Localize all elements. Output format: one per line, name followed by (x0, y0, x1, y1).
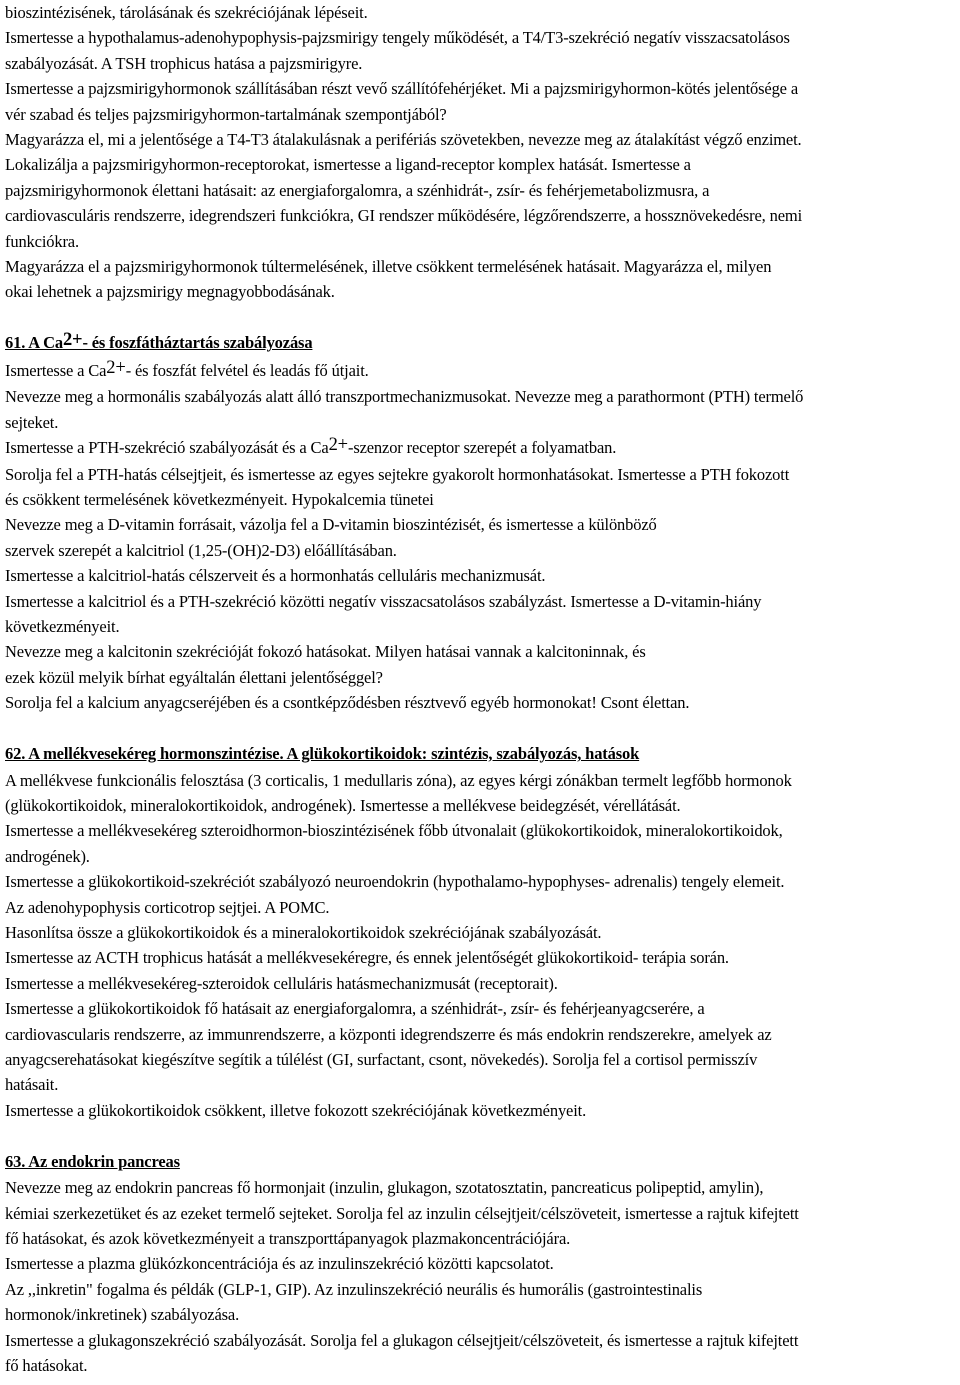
text-line: funkciókra. (5, 231, 79, 251)
section-title-61: 61. A Ca2+- és foszfátháztartás szabályozása (5, 330, 313, 353)
text-line: cardiovascularis rendszerre, az immunrendszerre, a központi idegrendszerre és más endokrin rendszerekre, amelyek az (5, 1024, 772, 1044)
text-line: Nevezze meg a hormonális szabályozás alatt álló transzportmechanizmusokat. Nevezze meg a parathormont (PTH) termelő (5, 387, 804, 407)
text-line: Ismertesse a glükokortikoid-szekréciót szabályozó neuroendokrin (hypothalamo-hypophyses- adrenalis) tengely elemeit. (5, 872, 785, 892)
section-62 (5, 740, 957, 1123)
text-line: Ismertesse a glükokortikoidok csökkent, illetve fokozott szekréciójának következményeit. (5, 1100, 587, 1120)
text-line: fő hatásokat, és azok következményeit a transzporttápanyagok plazmakoncentrációjára. (5, 1229, 571, 1249)
text-line: Ismertesse a glükokortikoidok fő hatásait az energiaforgalomra, a szénhidrát-, zsír- és fehérjeanyagcserére, a (5, 999, 705, 1019)
section-spacer (5, 716, 957, 741)
text-line: Az adenohypophysis corticotrop sejtjei. A POMC. (5, 897, 330, 917)
text-line: Ismertesse a plazma glükózkoncentrációja és az inzulinszekréció közötti kapcsolatot. (5, 1254, 554, 1274)
text-line: Ismertesse az ACTH trophicus hatását a mellékvesekéregre, és ennek jelentőségét glükokortikoid- terápia során. (5, 948, 729, 968)
text-line: és csökkent termelésének következményeit. Hypokalcemia tünetei (5, 489, 434, 509)
section-spacer (5, 305, 957, 330)
text-line: pajzsmirigyhormonok élettani hatásait: az energiaforgalomra, a szénhidrát-, zsír- és fehérjemetabolizmusra, a (5, 180, 710, 200)
section-title-62: 62. A mellékvesekéreg hormonszintézise. A glükokortikoidok: szintézis, szabályozás, hatások (5, 744, 640, 764)
text-line: Ismertesse a PTH-szekréció szabályozását és a Ca2+-szenzor receptor szerepét a folyamatban. (5, 435, 617, 458)
text-line: Ismertesse a glukagonszekréció szabályozását. Sorolja fel a glukagon célsejtjeit/célszöveteit, és ismertesse a rajtuk kifejtett (5, 1330, 799, 1350)
text-line: androgének). (5, 846, 90, 866)
text-line: sejteket. (5, 412, 59, 432)
intro-block (5, 0, 957, 305)
text-line: hatásait. (5, 1075, 59, 1095)
text-line: szervek szerepét a kalcitriol (1,25-(OH)2-D3) előállításában. (5, 540, 397, 560)
text-line: kémiai szerkezetüket és az ezeket termelő sejteket. Sorolja fel az inzulin célsejtjeit/célszöveteit, ismertesse a rajtuk kifejtett (5, 1203, 799, 1223)
section-spacer (5, 1123, 957, 1148)
text-line: Ismertesse a mellékvesekéreg-szteroidok celluláris hatásmechanizmusát (receptorait). (5, 973, 558, 993)
text-line: Ismertesse a Ca2+- és foszfát felvétel és leadás fő útjait. (5, 357, 369, 380)
text-line: cardiovasculáris rendszerre, idegrendszeri funkciókra, GI rendszer működésére, légzőrendszerre, a hossznövekedésre, nemi (5, 206, 803, 226)
section-61 (5, 329, 957, 715)
text-line: Ismertesse a hypothalamus-adenohypophysis-pajzsmirigy tengely működését, a T4/T3-szekréció negatív visszacsatolásos (5, 28, 790, 48)
text-line: Ismertesse a pajzsmirigyhormonok szállításában részt vevő szállítófehérjéket. Mi a pajzsmirigyhormon-kötés jelentősége a (5, 79, 798, 99)
text-line: Nevezze meg a kalcitonin szekrécióját fokozó hatásokat. Milyen hatásai vannak a kalcitoninnak, és (5, 642, 646, 662)
text-line: ezek közül melyik bírhat egyáltalán élettani jelentőséggel? (5, 667, 383, 687)
text-line: Sorolja fel a PTH-hatás célsejtjeit, és ismertesse az egyes sejtekre gyakorolt hormonhatásokat. Ismertesse a PTH fokozott (5, 464, 790, 484)
text-line: A mellékvese funkcionális felosztása (3 corticalis, 1 medullaris zóna), az egyes kérgi zónákban termelt legfőbb hormonok (5, 770, 792, 790)
text-line: fő hatásokat. (5, 1356, 88, 1376)
text-line: szabályozását. A TSH trophicus hatása a pajzsmirigyre. (5, 53, 363, 73)
section-63 (5, 1148, 957, 1379)
text-line: Nevezze meg az endokrin pancreas fő hormonjait (inzulin, glukagon, szotatosztatin, pancreaticus polipeptid, amylin), (5, 1178, 764, 1198)
text-line: Ismertesse a mellékvesekéreg szteroidhormon-bioszintézisének főbb útvonalait (glükokortikoidok, mineralokortikoidok, (5, 821, 783, 841)
text-line: következményeit. (5, 616, 120, 636)
text-line: (glükokortikoidok, mineralokortikoidok, androgének). Ismertesse a mellékvese beidegzését, vérellátását. (5, 795, 681, 815)
text-line: anyagcserehatásokat kiegészítve segítik a túlélést (GI, surfactant, csont, növekedés). Sorolja fel a cortisol permisszív (5, 1050, 758, 1070)
text-line: Sorolja fel a kalcium anyagcseréjében és a csontképződésben résztvevő egyéb hormonokat! Csont élettan. (5, 693, 690, 713)
text-line: vér szabad és teljes pajzsmirigyhormon-tartalmának szempontjából? (5, 104, 447, 124)
text-line: Magyarázza el a pajzsmirigyhormonok túltermelésének, illetve csökkent termelésének hatásait. Magyarázza el, milyen (5, 257, 772, 277)
document-page (5, 0, 957, 1379)
text-line: Nevezze meg a D-vitamin forrásait, vázolja fel a D-vitamin bioszintézisét, és ismertesse a különböző (5, 515, 657, 535)
text-line: bioszintézisének, tárolásának és szekréciójának lépéseit. (5, 3, 368, 22)
text-line: Ismertesse a kalcitriol-hatás célszerveit és a hormonhatás celluláris mechanizmusát. (5, 566, 546, 586)
text-line: okai lehetnek a pajzsmirigy megnagyobbodásának. (5, 282, 335, 302)
text-line: Magyarázza el, mi a jelentősége a T4-T3 átalakulásnak a perifériás szövetekben, nevezze meg az átalakítást végző enzimet. (5, 130, 802, 150)
text-line: Hasonlítsa össze a glükokortikoidok és a mineralokortikoidok szekréciójának szabályozását. (5, 923, 602, 942)
text-line: Ismertesse a kalcitriol és a PTH-szekréció közötti negatív visszacsatolásos szabályzást. Ismertesse a D-vitamin-hiány (5, 591, 762, 611)
text-line: Lokalizálja a pajzsmirigyhormon-receptorokat, ismertesse a ligand-receptor komplex hatását. Ismertesse a (5, 155, 691, 175)
text-line: Az ,,inkretin" fogalma és példák (GLP-1, GIP). Az inzulinszekréció neurális és humorális (gastrointestinalis (5, 1279, 703, 1299)
section-title-63: 63. Az endokrin pancreas (5, 1151, 180, 1171)
text-line: hormonok/inkretinek) szabályozása. (5, 1305, 240, 1325)
